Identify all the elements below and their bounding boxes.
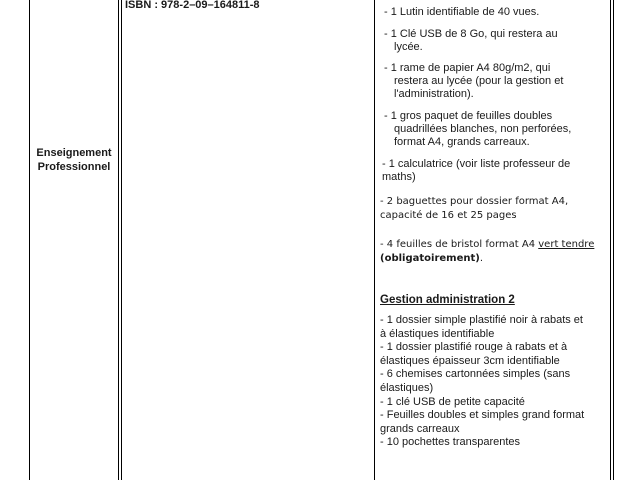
gestion-line: - Feuilles doubles et simples grand format [380, 409, 585, 422]
supply-line: restera au lycée (pour la gestion et [394, 75, 564, 87]
gestion-heading: Gestion administration 2 [380, 294, 515, 306]
bristol-text: - 4 feuilles de bristol format A4 [380, 239, 539, 250]
table-border-left [29, 0, 30, 480]
supply-item [384, 110, 571, 149]
bristol-item [380, 238, 594, 266]
baguettes-item [380, 195, 568, 223]
supply-item [384, 6, 539, 19]
category-cell [29, 146, 119, 174]
gestion-line: - 1 dossier plastifié rouge à rabats et à [380, 341, 568, 354]
supply-line: format A4, grands carreaux. [394, 136, 530, 148]
category-line-1: Enseignement [36, 147, 112, 159]
supply-line: - 1 calculatrice (voir liste professeur de [382, 158, 571, 170]
isbn-text: ISBN : 978-2–09–164811-8 [125, 0, 260, 11]
supply-line: maths) [382, 171, 416, 183]
table-border-right [610, 0, 611, 480]
gestion-line: - 1 clé USB de petite capacité [380, 395, 525, 408]
gestion-line: - 10 pochettes transparentes [380, 436, 521, 449]
supply-line: lycée. [394, 41, 423, 53]
supply-line: quadrillées blanches, non perforées, [394, 123, 572, 135]
gestion-line: élastiques) [380, 382, 434, 394]
supply-line: - 1 gros paquet de feuilles doubles [384, 110, 553, 122]
supply-item [384, 62, 563, 101]
table-border-right-b [613, 0, 614, 480]
bristol-period: . [479, 253, 484, 264]
supply-line: - 1 Clé USB de 8 Go, qui restera au [384, 28, 558, 40]
bristol-line-2 [380, 252, 594, 266]
bristol-mandatory: (obligatoirement) [380, 253, 480, 264]
baguettes-line-2: capacité de 16 et 25 pages [380, 210, 517, 221]
gestion-line: - 1 dossier simple plastifié noir à rabats et [380, 314, 583, 326]
supply-item [382, 158, 570, 184]
column-divider-2 [374, 0, 375, 480]
supply-line: - 1 Lutin identifiable de 40 vues. [384, 6, 540, 18]
supply-line: - 1 rame de papier A4 80g/m2, qui [384, 62, 551, 74]
category-line-2: Professionnel [37, 161, 111, 173]
gestion-line: grands carreaux [380, 422, 460, 435]
bristol-line-1 [380, 238, 594, 252]
bristol-color: vert tendre [538, 239, 595, 250]
baguettes-line-1: - 2 baguettes pour dossier format A4, [380, 196, 569, 207]
gestion-line: à élastiques identifiable [380, 327, 495, 340]
gestion-line: élastiques épaisseur 3cm identifiable [380, 354, 560, 367]
gestion-line: - 6 chemises cartonnées simples (sans [380, 368, 571, 381]
column-divider-1b [121, 0, 122, 480]
supply-line: l'administration). [394, 88, 474, 100]
supply-item [384, 28, 558, 54]
column-divider-1 [118, 0, 119, 480]
